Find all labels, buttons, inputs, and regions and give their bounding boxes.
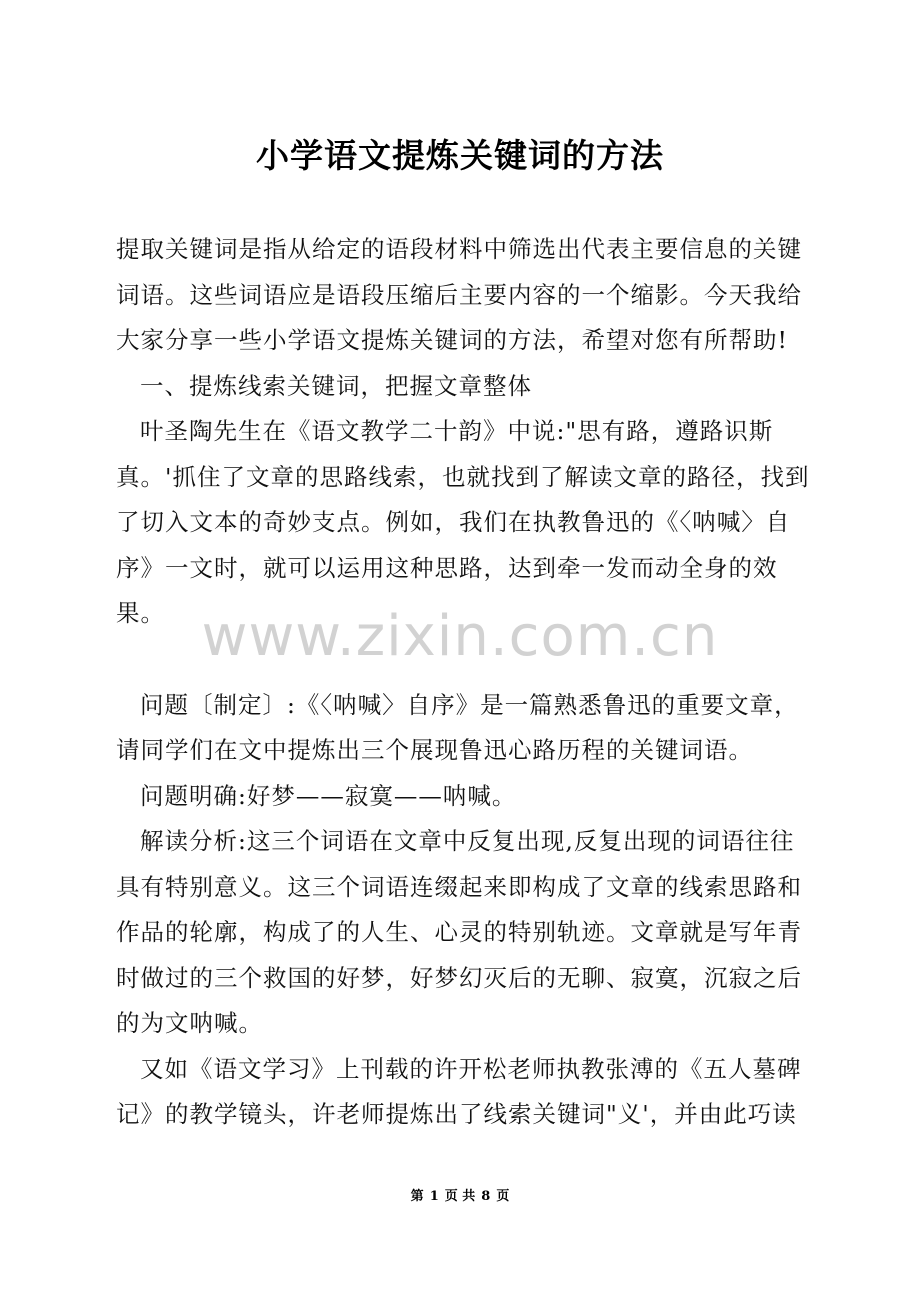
footer-current-page: 1 (429, 1189, 439, 1204)
paragraph-analysis: 解读分析:这三个词语在文章中反复出现,反复出现的词语往往具有特别意义。这三个词语连缀起来即构成了文章的线索思路和作品的轮廓，构成了的人生、心灵的特别轨迹。文章就是写年青时做过的三个救国的好梦，好梦幻灭后的无聊、寂寞，沉寂之后的为文呐喊。 (116, 827, 802, 1037)
paragraph-quote: 叶圣陶先生在《语文教学二十韵》中说:"思有路，遵路识斯真。'抓住了文章的思路线索，也就找到了解读文章的路径，找到了切入文本的奇妙支点。例如，我们在执教鲁迅的《〈呐喊〉自序》一文时，就可以运用这种思路，达到牵一发而动全身的效果。 (116, 417, 810, 627)
document-body (116, 227, 816, 1138)
footer-suffix: 页 (496, 1189, 510, 1204)
page-footer (0, 1187, 920, 1207)
paragraph-intro: 提取关键词是指从给定的语段材料中筛选出代表主要信息的关键词语。这些词语应是语段压缩后主要内容的一个缩影。今天我给大家分享一些小学语文提炼关键词的方法，希望对您有所帮助! (116, 235, 802, 354)
paragraph-heading-1: 一、提炼线索关键词，把握文章整体 (140, 371, 532, 400)
watermark: www.zixin.com.cn (201, 604, 719, 669)
footer-total-pages: 8 (481, 1189, 491, 1204)
document-title: 小学语文提炼关键词的方法 (256, 136, 664, 175)
footer-prefix: 第 (410, 1189, 424, 1204)
paragraph-example: 又如《语文学习》上刊载的许开松老师执教张溥的《五人墓碑记》的教学镜头，许老师提炼出了线索关键词"义'，并由此巧读 (116, 1054, 802, 1128)
paragraph-question: 问题〔制定〕:《〈呐喊〉自序》是一篇熟悉鲁迅的重要文章，请同学们在文中提炼出三个展现鲁迅心路历程的关键词语。 (116, 690, 799, 764)
paragraph-answer: 问题明确:好梦——寂寞——呐喊。 (140, 781, 517, 810)
footer-middle: 页 共 (444, 1189, 476, 1204)
